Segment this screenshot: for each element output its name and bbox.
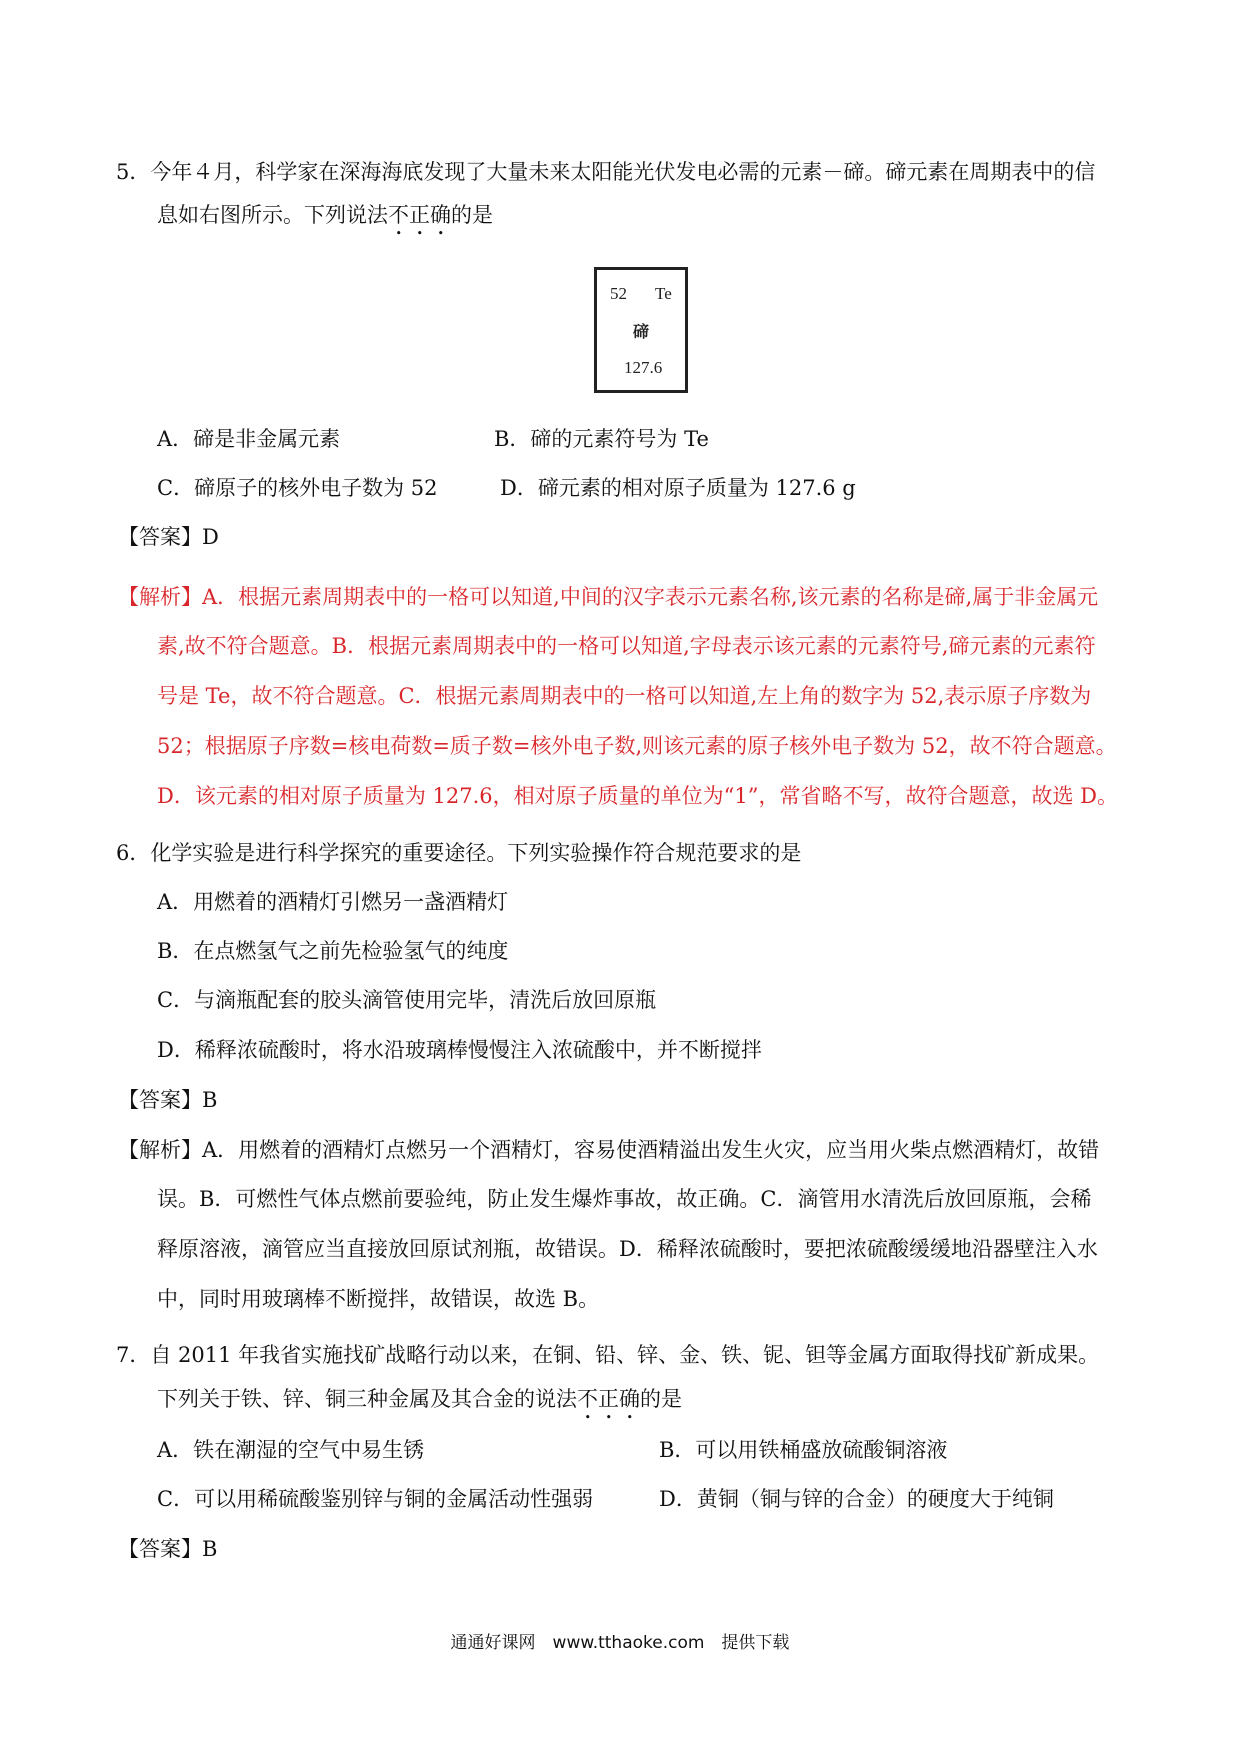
element-mass: 127.6: [624, 358, 663, 377]
q5-emphasis: 不正确: [388, 203, 451, 227]
q7-stem-line-1: 7．自 2011 年我省实施找矿战略行动以来，在铜、铅、锌、金、铁、铌、钽等金属方面取得找矿新成果。: [116, 1343, 1100, 1367]
q6-option-c: C．与滴瓶配套的胶头滴管使用完毕，清洗后放回原瓶: [157, 988, 657, 1012]
q5-analysis-line-5: D．该元素的相对原子质量为 127.6，相对原子质量的单位为“1”，常省略不写，故符合题意，故选 D。: [157, 784, 1118, 808]
q7-option-a: A．铁在潮湿的空气中易生锈: [157, 1438, 425, 1462]
q5-analysis-line-1: 【解析】A．根据元素周期表中的一格可以知道,中间的汉字表示元素名称,该元素的名称是碲,属于非金属元: [118, 585, 1099, 609]
q6-answer: 【答案】B: [118, 1088, 218, 1112]
q6-stem: 6．化学实验是进行科学探究的重要途径。下列实验操作符合规范要求的是: [116, 841, 802, 865]
element-tile-tellurium: [594, 267, 688, 393]
q6-option-b: B．在点燃氢气之前先检验氢气的纯度: [157, 939, 509, 963]
q5-answer: 【答案】D: [118, 525, 219, 549]
q7-option-b: B．可以用铁桶盛放硫酸铜溶液: [659, 1438, 948, 1462]
q5-stem-tail: 的是: [451, 203, 493, 227]
q5-option-a: A．碲是非金属元素: [157, 427, 341, 451]
element-name: 碲: [633, 322, 650, 341]
q5-analysis-line-2: 素,故不符合题意。B．根据元素周期表中的一格可以知道,字母表示该元素的元素符号,碲元素的元素符: [157, 634, 1096, 658]
q7-stem-line-2: [157, 1384, 682, 1424]
q6-analysis-line-1: 【解析】A．用燃着的酒精灯点燃另一个酒精灯，容易使酒精溢出发生火灾，应当用火柴点燃酒精灯，故错: [118, 1138, 1100, 1162]
q7-option-d: D．黄铜（铜与锌的合金）的硬度大于纯铜: [659, 1487, 1054, 1511]
element-number: 52: [610, 284, 627, 303]
q5-stem-text: 息如右图所示。下列说法: [157, 203, 388, 227]
q7-option-c: C．可以用稀硫酸鉴别锌与铜的金属活动性强弱: [157, 1487, 594, 1511]
q5-option-d: D．碲元素的相对原子质量为 127.6 g: [500, 476, 856, 500]
q5-analysis-line-4: 52；根据原子序数=核电荷数=质子数=核外电子数,则该元素的原子核外电子数为 52，故不符合题意。: [157, 734, 1117, 758]
q6-analysis-line-4: 中，同时用玻璃棒不断搅拌，故错误，故选 B。: [157, 1287, 600, 1311]
element-symbol: Te: [655, 284, 672, 303]
q6-analysis-line-3: 释原溶液，滴管应当直接放回原试剂瓶，故错误。D．稀释浓硫酸时，要把浓硫酸缓缓地沿器壁注入水: [157, 1237, 1098, 1261]
q6-option-a: A．用燃着的酒精灯引燃另一盏酒精灯: [157, 890, 509, 914]
q7-emphasis: 不正确: [577, 1387, 640, 1411]
q5-stem-line-1: 5．今年４月，科学家在深海海底发现了大量未来太阳能光伏发电必需的元素－碲。碲元素在周期表中的信: [116, 160, 1096, 184]
q5-option-b: B．碲的元素符号为 Te: [494, 427, 709, 451]
q5-analysis-line-3: 号是 Te，故不符合题意。C．根据元素周期表中的一格可以知道,左上角的数字为 52,表示原子序数为: [157, 684, 1092, 708]
q5-option-c: C．碲原子的核外电子数为 52: [157, 476, 438, 500]
q7-stem-tail: 的是: [640, 1387, 682, 1411]
q6-option-d: D．稀释浓硫酸时，将水沿玻璃棒慢慢注入浓硫酸中，并不断搅拌: [157, 1038, 762, 1062]
page-footer: 通通好课网 www.tthaoke.com 提供下载: [450, 1633, 790, 1653]
q7-stem-text: 下列关于铁、锌、铜三种金属及其合金的说法: [157, 1387, 577, 1411]
q6-analysis-line-2: 误。B．可燃性气体点燃前要验纯，防止发生爆炸事故，故正确。C．滴管用水清洗后放回原瓶，会稀: [157, 1187, 1092, 1211]
q5-stem-line-2: [157, 200, 493, 240]
q7-answer: 【答案】B: [118, 1537, 218, 1561]
